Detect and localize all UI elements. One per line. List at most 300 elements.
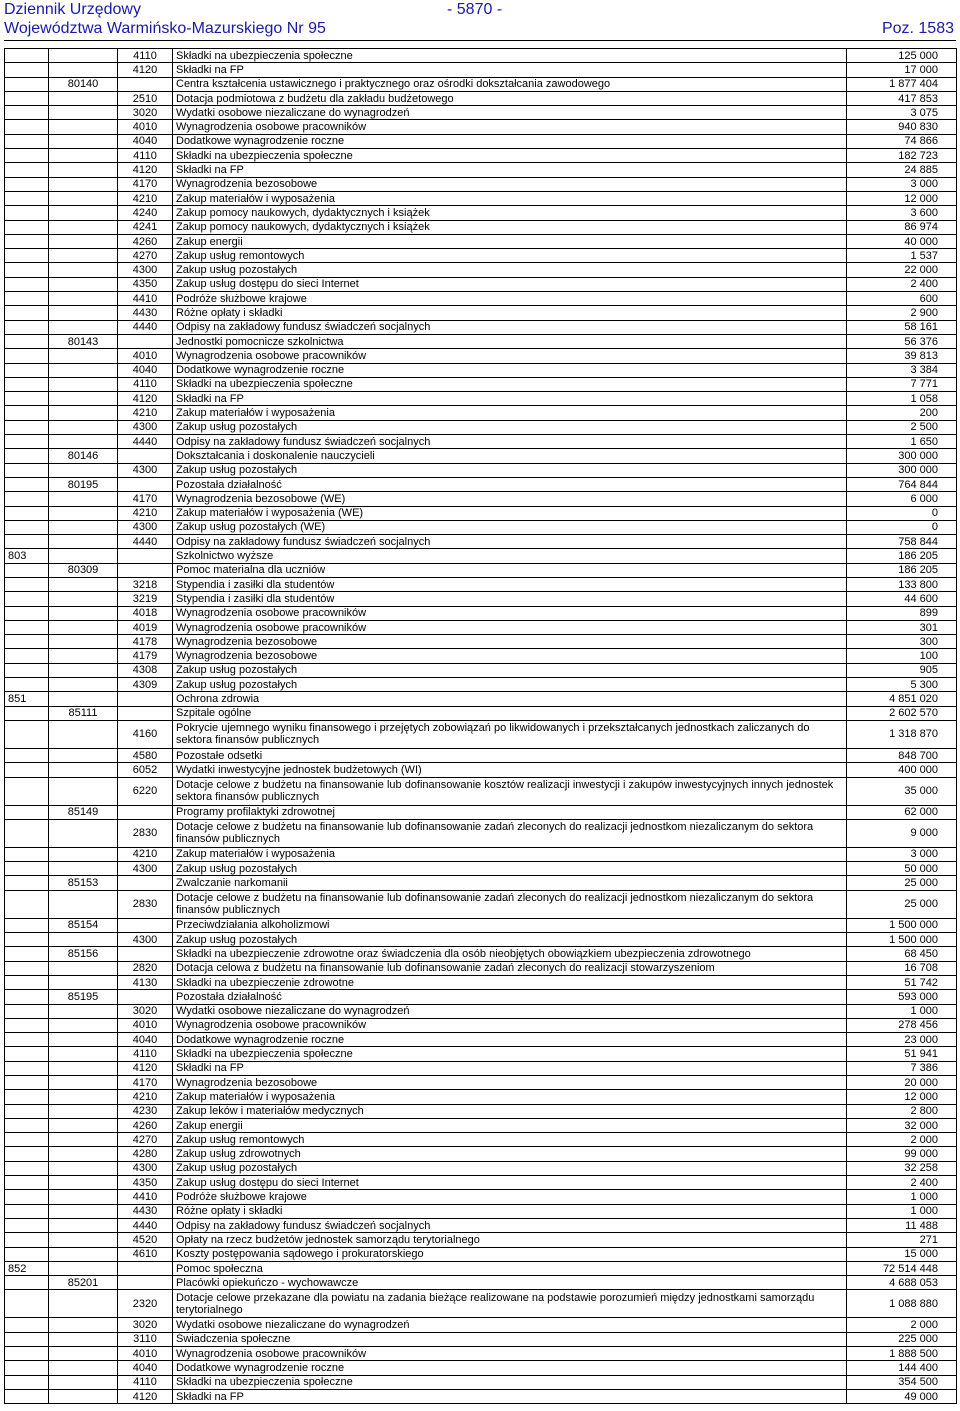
name-cell: Ochrona zdrowia	[173, 692, 847, 706]
chapter-cell	[49, 377, 118, 391]
amount-cell: 100	[847, 649, 957, 663]
name-cell: Zakup usług pozostałych	[173, 862, 847, 876]
table-row	[5, 1033, 957, 1047]
paragraph-cell: 2820	[118, 961, 173, 975]
division-cell: 851	[5, 692, 49, 706]
division-cell	[5, 435, 49, 449]
name-cell: Wynagrodzenia bezosobowe	[173, 635, 847, 649]
chapter-cell	[49, 234, 118, 248]
table-row	[5, 420, 957, 434]
amount-cell: 74 866	[847, 134, 957, 148]
name-cell: Odpisy na zakładowy fundusz świadczeń socjalnych	[173, 1218, 847, 1232]
chapter-cell	[49, 862, 118, 876]
table-row	[5, 91, 957, 105]
chapter-cell	[49, 549, 118, 563]
paragraph-cell: 4170	[118, 492, 173, 506]
division-cell	[5, 1290, 49, 1318]
table-row	[5, 563, 957, 577]
name-cell: Różne opłaty i składki	[173, 306, 847, 320]
amount-cell: 278 456	[847, 1018, 957, 1032]
voivodeship-title: Województwa Warmińsko-Mazurskiego Nr 95	[4, 20, 326, 37]
chapter-cell	[49, 1118, 118, 1132]
amount-cell: 24 885	[847, 163, 957, 177]
chapter-cell	[49, 520, 118, 534]
table-row	[5, 1290, 957, 1318]
chapter-cell	[49, 1176, 118, 1190]
division-cell	[5, 975, 49, 989]
chapter-cell	[49, 720, 118, 748]
table-row	[5, 134, 957, 148]
table-row	[5, 933, 957, 947]
name-cell: Szkolnictwo wyższe	[173, 549, 847, 563]
division-cell: 852	[5, 1261, 49, 1275]
name-cell: Podróże służbowe krajowe	[173, 1190, 847, 1204]
amount-cell: 1 000	[847, 1190, 957, 1204]
division-cell	[5, 449, 49, 463]
amount-cell: 899	[847, 606, 957, 620]
table-row	[5, 477, 957, 491]
division-cell	[5, 120, 49, 134]
division-cell	[5, 947, 49, 961]
table-row	[5, 1118, 957, 1132]
amount-cell: 5 300	[847, 678, 957, 692]
amount-cell: 1 058	[847, 392, 957, 406]
amount-cell: 25 000	[847, 876, 957, 890]
chapter-cell	[49, 1018, 118, 1032]
paragraph-cell	[118, 1261, 173, 1275]
chapter-cell	[49, 1318, 118, 1332]
amount-cell: 12 000	[847, 191, 957, 205]
chapter-cell	[49, 961, 118, 975]
name-cell: Zakup usług dostępu do sieci Internet	[173, 1176, 847, 1190]
table-row	[5, 692, 957, 706]
chapter-cell	[49, 635, 118, 649]
division-cell	[5, 933, 49, 947]
chapter-cell	[49, 649, 118, 663]
division-cell	[5, 918, 49, 932]
amount-cell: 200	[847, 406, 957, 420]
table-row	[5, 1161, 957, 1175]
amount-cell: 11 488	[847, 1218, 957, 1232]
division-cell	[5, 1347, 49, 1361]
amount-cell: 1 877 404	[847, 77, 957, 91]
paragraph-cell: 2320	[118, 1290, 173, 1318]
name-cell: Zakup usług zdrowotnych	[173, 1147, 847, 1161]
table-row	[5, 449, 957, 463]
paragraph-cell: 4110	[118, 149, 173, 163]
paragraph-cell: 4300	[118, 463, 173, 477]
name-cell: Programy profilaktyki zdrowotnej	[173, 805, 847, 819]
name-cell: Zakup energii	[173, 234, 847, 248]
name-cell: Składki na FP	[173, 1061, 847, 1075]
name-cell: Zakup pomocy naukowych, dydaktycznych i książek	[173, 206, 847, 220]
table-row	[5, 306, 957, 320]
paragraph-cell	[118, 947, 173, 961]
name-cell: Pozostała działalność	[173, 477, 847, 491]
division-cell	[5, 706, 49, 720]
chapter-cell	[49, 435, 118, 449]
name-cell: Zakup leków i materiałów medycznych	[173, 1104, 847, 1118]
table-row	[5, 363, 957, 377]
amount-cell: 39 813	[847, 349, 957, 363]
chapter-cell	[49, 106, 118, 120]
division-cell	[5, 720, 49, 748]
paragraph-cell: 4179	[118, 649, 173, 663]
chapter-cell	[49, 763, 118, 777]
paragraph-cell: 4300	[118, 420, 173, 434]
division-cell	[5, 277, 49, 291]
table-row	[5, 377, 957, 391]
paragraph-cell: 4040	[118, 363, 173, 377]
paragraph-cell: 4350	[118, 1176, 173, 1190]
amount-cell: 2 000	[847, 1133, 957, 1147]
amount-cell: 23 000	[847, 1033, 957, 1047]
division-cell	[5, 392, 49, 406]
division-cell	[5, 678, 49, 692]
chapter-cell: 85201	[49, 1276, 118, 1290]
paragraph-cell: 4260	[118, 1118, 173, 1132]
paragraph-cell: 4270	[118, 249, 173, 263]
amount-cell: 9 000	[847, 819, 957, 847]
paragraph-cell: 4300	[118, 862, 173, 876]
amount-cell: 2 900	[847, 306, 957, 320]
table-row	[5, 1004, 957, 1018]
amount-cell: 3 000	[847, 177, 957, 191]
table-row	[5, 990, 957, 1004]
name-cell: Zakup usług dostępu do sieci Internet	[173, 277, 847, 291]
name-cell: Dodatkowe wynagrodzenie roczne	[173, 363, 847, 377]
paragraph-cell: 4120	[118, 1389, 173, 1403]
amount-cell: 300 000	[847, 449, 957, 463]
table-row	[5, 819, 957, 847]
name-cell: Odpisy na zakładowy fundusz świadczeń socjalnych	[173, 320, 847, 334]
division-cell	[5, 635, 49, 649]
table-row	[5, 1276, 957, 1290]
amount-cell: 764 844	[847, 477, 957, 491]
division-cell	[5, 206, 49, 220]
table-row	[5, 862, 957, 876]
paragraph-cell: 3020	[118, 1004, 173, 1018]
division-cell	[5, 249, 49, 263]
name-cell: Różne opłaty i składki	[173, 1204, 847, 1218]
name-cell: Wynagrodzenia bezosobowe (WE)	[173, 492, 847, 506]
table-row	[5, 191, 957, 205]
name-cell: Dotacje celowe z budżetu na finansowanie lub dofinansowanie zadań zleconych do realizacji jednostkom niezaliczanym do sektora finansów publicznych	[173, 890, 847, 918]
division-cell	[5, 1033, 49, 1047]
division-cell	[5, 1018, 49, 1032]
chapter-cell	[49, 149, 118, 163]
table-row	[5, 876, 957, 890]
division-cell	[5, 1233, 49, 1247]
amount-cell: 3 384	[847, 363, 957, 377]
amount-cell: 133 800	[847, 577, 957, 591]
table-row	[5, 592, 957, 606]
chapter-cell	[49, 819, 118, 847]
chapter-cell	[49, 1204, 118, 1218]
amount-cell: 400 000	[847, 763, 957, 777]
division-cell	[5, 492, 49, 506]
chapter-cell: 80309	[49, 563, 118, 577]
table-row	[5, 1375, 957, 1389]
chapter-cell	[49, 1389, 118, 1403]
table-row	[5, 535, 957, 549]
name-cell: Wynagrodzenia osobowe pracowników	[173, 120, 847, 134]
table-row	[5, 206, 957, 220]
name-cell: Dotacje celowe przekazane dla powiatu na zadania bieżące realizowane na podstawie porozumień między jednostkami samorządu terytorialnego	[173, 1290, 847, 1318]
paragraph-cell: 4430	[118, 306, 173, 320]
amount-cell: 6 000	[847, 492, 957, 506]
division-cell	[5, 1190, 49, 1204]
paragraph-cell: 4040	[118, 134, 173, 148]
chapter-cell	[49, 663, 118, 677]
division-cell	[5, 477, 49, 491]
name-cell: Wynagrodzenia bezosobowe	[173, 1076, 847, 1090]
paragraph-cell: 3218	[118, 577, 173, 591]
chapter-cell	[49, 1290, 118, 1318]
paragraph-cell: 4300	[118, 263, 173, 277]
table-row	[5, 1147, 957, 1161]
table-row	[5, 1076, 957, 1090]
paragraph-cell	[118, 449, 173, 463]
paragraph-cell: 4210	[118, 406, 173, 420]
division-cell	[5, 520, 49, 534]
table-row	[5, 520, 957, 534]
amount-cell: 125 000	[847, 49, 957, 63]
name-cell: Opłaty na rzecz budżetów jednostek samorządu terytorialnego	[173, 1233, 847, 1247]
division-cell	[5, 606, 49, 620]
division-cell	[5, 563, 49, 577]
paragraph-cell	[118, 563, 173, 577]
name-cell: Stypendia i zasiłki dla studentów	[173, 592, 847, 606]
amount-cell: 58 161	[847, 320, 957, 334]
amount-cell: 4 851 020	[847, 692, 957, 706]
table-row	[5, 1218, 957, 1232]
division-cell	[5, 177, 49, 191]
table-row	[5, 163, 957, 177]
paragraph-cell: 4018	[118, 606, 173, 620]
name-cell: Zakup usług pozostałych	[173, 678, 847, 692]
amount-cell: 225 000	[847, 1332, 957, 1346]
table-row	[5, 1176, 957, 1190]
chapter-cell	[49, 847, 118, 861]
name-cell: Zakup energii	[173, 1118, 847, 1132]
name-cell: Zakup usług remontowych	[173, 249, 847, 263]
chapter-cell	[49, 163, 118, 177]
table-row	[5, 1090, 957, 1104]
division-cell	[5, 1147, 49, 1161]
amount-cell: 186 205	[847, 549, 957, 563]
chapter-cell	[49, 1061, 118, 1075]
division-cell	[5, 777, 49, 805]
name-cell: Odpisy na zakładowy fundusz świadczeń socjalnych	[173, 435, 847, 449]
division-cell	[5, 406, 49, 420]
name-cell: Składki na ubezpieczenia społeczne	[173, 377, 847, 391]
chapter-cell	[49, 134, 118, 148]
table-row	[5, 1361, 957, 1375]
name-cell: Zakup materiałów i wyposażenia (WE)	[173, 506, 847, 520]
amount-cell: 940 830	[847, 120, 957, 134]
name-cell: Składki na FP	[173, 1389, 847, 1403]
amount-cell: 354 500	[847, 1375, 957, 1389]
table-row	[5, 620, 957, 634]
name-cell: Placówki opiekuńczo - wychowawcze	[173, 1276, 847, 1290]
chapter-cell	[49, 1261, 118, 1275]
amount-cell: 2 602 570	[847, 706, 957, 720]
header-divider	[4, 40, 956, 41]
paragraph-cell: 4440	[118, 320, 173, 334]
paragraph-cell: 4120	[118, 163, 173, 177]
division-cell	[5, 163, 49, 177]
name-cell: Dodatkowe wynagrodzenie roczne	[173, 1361, 847, 1375]
name-cell: Składki na FP	[173, 163, 847, 177]
paragraph-cell	[118, 706, 173, 720]
division-cell	[5, 819, 49, 847]
division-cell	[5, 1061, 49, 1075]
name-cell: Pozostałe odsetki	[173, 748, 847, 762]
paragraph-cell: 4040	[118, 1361, 173, 1375]
division-cell	[5, 1204, 49, 1218]
table-row	[5, 1047, 957, 1061]
paragraph-cell: 4410	[118, 1190, 173, 1204]
name-cell: Zakup materiałów i wyposażenia	[173, 191, 847, 205]
paragraph-cell: 4300	[118, 520, 173, 534]
name-cell: Podróże służbowe krajowe	[173, 292, 847, 306]
chapter-cell	[49, 177, 118, 191]
paragraph-cell: 4210	[118, 506, 173, 520]
chapter-cell	[49, 120, 118, 134]
paragraph-cell: 4210	[118, 1090, 173, 1104]
paragraph-cell: 4010	[118, 120, 173, 134]
division-cell	[5, 620, 49, 634]
amount-cell: 1 000	[847, 1204, 957, 1218]
paragraph-cell	[118, 1276, 173, 1290]
name-cell: Szpitale ogólne	[173, 706, 847, 720]
name-cell: Pomoc materialna dla uczniów	[173, 563, 847, 577]
name-cell: Wynagrodzenia bezosobowe	[173, 177, 847, 191]
amount-cell: 17 000	[847, 63, 957, 77]
name-cell: Wynagrodzenia osobowe pracowników	[173, 606, 847, 620]
paragraph-cell: 4308	[118, 663, 173, 677]
paragraph-cell: 3020	[118, 106, 173, 120]
division-cell	[5, 134, 49, 148]
paragraph-cell: 4110	[118, 1047, 173, 1061]
table-row	[5, 149, 957, 163]
table-row	[5, 120, 957, 134]
division-cell	[5, 535, 49, 549]
chapter-cell	[49, 1247, 118, 1261]
division-cell	[5, 1361, 49, 1375]
name-cell: Wydatki osobowe niezaliczane do wynagrodzeń	[173, 106, 847, 120]
name-cell: Odpisy na zakładowy fundusz świadczeń socjalnych	[173, 535, 847, 549]
paragraph-cell	[118, 918, 173, 932]
table-row	[5, 847, 957, 861]
division-cell	[5, 506, 49, 520]
paragraph-cell	[118, 805, 173, 819]
table-row	[5, 918, 957, 932]
chapter-cell	[49, 1361, 118, 1375]
amount-cell: 1 088 880	[847, 1290, 957, 1318]
amount-cell: 2 000	[847, 1318, 957, 1332]
paragraph-cell: 4170	[118, 177, 173, 191]
chapter-cell	[49, 63, 118, 77]
division-cell	[5, 1047, 49, 1061]
table-row	[5, 720, 957, 748]
chapter-cell	[49, 975, 118, 989]
chapter-cell	[49, 678, 118, 692]
name-cell: Dotacje celowe z budżetu na finansowanie lub dofinansowanie zadań zleconych do realizacji jednostkom niezaliczanym do sektora finansów publicznych	[173, 819, 847, 847]
position-number: Poz. 1583	[881, 20, 954, 37]
table-row	[5, 678, 957, 692]
division-cell	[5, 847, 49, 861]
amount-cell: 2 400	[847, 277, 957, 291]
paragraph-cell: 4241	[118, 220, 173, 234]
table-row	[5, 975, 957, 989]
paragraph-cell	[118, 77, 173, 91]
amount-cell: 593 000	[847, 990, 957, 1004]
name-cell: Centra kształcenia ustawicznego i praktycznego oraz ośrodki dokształcania zawodowego	[173, 77, 847, 91]
name-cell: Wynagrodzenia osobowe pracowników	[173, 1018, 847, 1032]
chapter-cell	[49, 1133, 118, 1147]
table-row	[5, 492, 957, 506]
name-cell: Zakup usług pozostałych (WE)	[173, 520, 847, 534]
division-cell	[5, 990, 49, 1004]
chapter-cell	[49, 777, 118, 805]
table-row	[5, 1018, 957, 1032]
division-cell	[5, 63, 49, 77]
amount-cell: 86 974	[847, 220, 957, 234]
table-row	[5, 435, 957, 449]
name-cell: Zakup usług pozostałych	[173, 933, 847, 947]
amount-cell: 22 000	[847, 263, 957, 277]
name-cell: Dodatkowe wynagrodzenie roczne	[173, 134, 847, 148]
amount-cell: 1 650	[847, 435, 957, 449]
table-row	[5, 748, 957, 762]
division-cell	[5, 334, 49, 348]
name-cell: Zakup pomocy naukowych, dydaktycznych i książek	[173, 220, 847, 234]
amount-cell: 32 258	[847, 1161, 957, 1175]
amount-cell: 186 205	[847, 563, 957, 577]
table-row	[5, 334, 957, 348]
name-cell: Koszty postępowania sądowego i prokuratorskiego	[173, 1247, 847, 1261]
paragraph-cell: 4240	[118, 206, 173, 220]
name-cell: Pozostała działalność	[173, 990, 847, 1004]
paragraph-cell: 4210	[118, 847, 173, 861]
paragraph-cell: 4230	[118, 1104, 173, 1118]
table-row	[5, 106, 957, 120]
name-cell: Zakup materiałów i wyposażenia	[173, 406, 847, 420]
amount-cell: 16 708	[847, 961, 957, 975]
chapter-cell: 85111	[49, 706, 118, 720]
division-cell	[5, 890, 49, 918]
chapter-cell	[49, 91, 118, 105]
paragraph-cell: 4019	[118, 620, 173, 634]
name-cell: Przeciwdziałania alkoholizmowi	[173, 918, 847, 932]
division-cell	[5, 292, 49, 306]
table-row	[5, 1318, 957, 1332]
table-row	[5, 1347, 957, 1361]
table-row	[5, 320, 957, 334]
division-cell	[5, 363, 49, 377]
name-cell: Zakup usług remontowych	[173, 1133, 847, 1147]
name-cell: Zakup materiałów i wyposażenia	[173, 847, 847, 861]
name-cell: Wydatki osobowe niezaliczane do wynagrodzeń	[173, 1318, 847, 1332]
amount-cell: 51 941	[847, 1047, 957, 1061]
chapter-cell: 85156	[49, 947, 118, 961]
name-cell: Wynagrodzenia osobowe pracowników	[173, 349, 847, 363]
amount-cell: 15 000	[847, 1247, 957, 1261]
division-cell	[5, 306, 49, 320]
paragraph-cell: 4010	[118, 1347, 173, 1361]
